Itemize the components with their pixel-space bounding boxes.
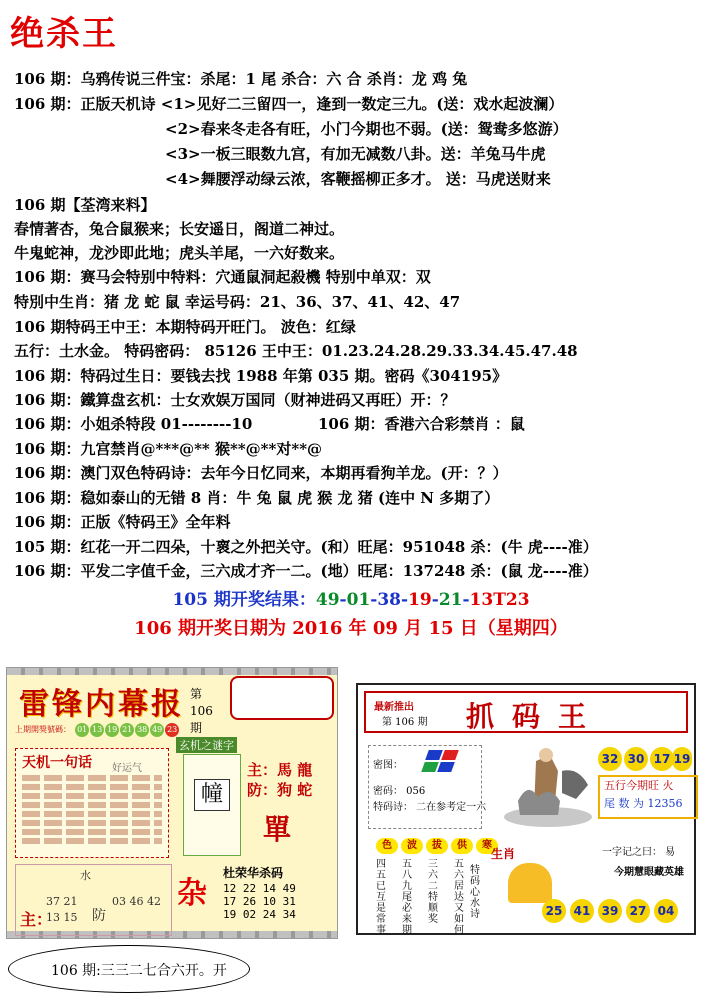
text-line: 106 期：香港六合彩禁肖 ：鼠 (318, 415, 525, 433)
issue-number: 106 (190, 704, 213, 718)
verse-col: 五六居达又如何 (454, 859, 464, 936)
ball-label: 上期開獎號碼： (15, 725, 71, 734)
poster-title: 抓码王 (466, 700, 605, 733)
ball: 39 (598, 899, 622, 923)
text-line: 106 期：正版天机诗 <1>见好二三留四一，逢到一数定三九。(送：戏水起波澜） (14, 95, 564, 113)
poster-zhuamawang (356, 683, 696, 935)
verse-col: 三六二特顺奖 (428, 859, 438, 925)
text-line: 106 期：正版《特码王》全年料 (14, 513, 231, 531)
result-number: 49 (315, 590, 340, 610)
value: 37 21 (46, 895, 78, 908)
ball: 21 (120, 723, 134, 737)
text-line: 106 期：小姐杀特段 01--------10 (14, 415, 253, 433)
result-special: T23 (493, 590, 530, 610)
text-line: 106 期：九宫禁肖@***@** 猴**@**对**@ (14, 440, 323, 458)
kill-title: 杜荣华杀码 (223, 866, 284, 880)
text-line: <4>舞腰浮动绿云浓，客鞭摇柳正多才。 送：马虎送财来 (165, 170, 551, 188)
text-line: 106 期：特码过生日：要钱去找 1988 年第 035 期。密码《304195》 (14, 367, 508, 385)
odd-label: 單 (263, 813, 292, 846)
riddle-title: 玄机之谜字 (176, 737, 237, 753)
ball: 32 (598, 747, 622, 771)
verse-col: 五八九尾必来期 (402, 859, 412, 936)
logo-icon (437, 762, 455, 772)
value: 13 15 (46, 911, 78, 924)
pill: 供 (451, 838, 473, 854)
zhu-line: 主：馬 龍 (247, 761, 313, 779)
ball: 23 (165, 723, 179, 737)
ball: 41 (570, 899, 594, 923)
ball: 49 (150, 723, 164, 737)
clue-box (368, 745, 487, 829)
issue: 第 106 期 (382, 717, 428, 728)
text-line: 106 期：稳如泰山的无错 8 肖：牛 兔 鼠 虎 猴 龙 猪 (连中 N 多期了） (14, 489, 500, 507)
heaven-box (15, 748, 169, 858)
insight-line: 今期慧眼藏英雄 (614, 867, 684, 878)
text-line: 特別中生肖：猪 龙 蛇 鼠 幸运号码：21、36、37、41、42、47 (14, 293, 461, 311)
footer-text: 106 期:三三二七合六开。开 (51, 963, 227, 979)
issue-label: 期 (190, 721, 203, 735)
ball: 04 (654, 899, 678, 923)
label: 防 (92, 908, 106, 924)
note-line: 尾 数 为 12356 (604, 797, 683, 810)
logo-icon (425, 750, 443, 760)
te-ma-shi: 特码诗： 二在参考定一六 (373, 802, 487, 813)
pill: 色 (376, 838, 398, 854)
result-prefix: 105 期开奖结果： (172, 590, 316, 610)
fan-decoration (508, 863, 552, 903)
text-line: 牛鬼蛇神，龙沙即此地；虎头羊尾，一六好数来。 (14, 244, 345, 262)
kill-numbers (223, 882, 296, 921)
ball: 38 (135, 723, 149, 737)
label: 主： (20, 910, 53, 929)
result-number: 38 (377, 590, 402, 610)
note-line: 五行今期旺 火 (604, 779, 674, 792)
draw-result: 105 期开奖结果：49-01-38-19-21-13T23 (172, 590, 530, 610)
speech-bubble (230, 676, 334, 720)
ball: 25 (542, 899, 566, 923)
pill: 波 (401, 838, 423, 854)
kill-row: 12 22 14 49 (223, 882, 296, 895)
result-number: 01 (346, 590, 371, 610)
riddle-box (179, 739, 241, 856)
divider (7, 668, 337, 675)
riddle-char: 幢 (194, 779, 230, 811)
text-line: 105 期：红花一开二四朵，十褱之外把关守。(和）旺尾：951048 杀：(牛 虎----准） (14, 538, 598, 556)
text-line: 五行：土水金。 特码密码： 85126 王中王：01.23.24.28.29.33.34.45.47.48 (14, 342, 578, 360)
logo-icon (441, 750, 459, 760)
pill: 拔 (426, 838, 448, 854)
text-line: 春情著杏，兔合鼠猴来；长安遥日，阁道二神过。 (14, 220, 345, 238)
ball-row (15, 723, 195, 737)
mid-verse: 特码心水诗 (470, 865, 480, 920)
box-subtitle: 好运气 (112, 763, 142, 774)
logo-icon (421, 762, 439, 772)
mi-tu-label: 密图： (373, 760, 403, 771)
mi-ma: 密码： 056 (373, 786, 426, 797)
ball: 30 (624, 747, 648, 771)
text-line: 106 期：平发二字值千金，三六成才齐一二。(地）旺尾：137248 杀：(鼠 龙----准） (14, 562, 598, 580)
text-line: <3>一板三眼数九宫，有加无减数八卦。送：羊兔马牛虎 (165, 145, 546, 163)
result-number: 19 (408, 590, 432, 610)
ball: 19 (105, 723, 119, 737)
label: 水 (80, 869, 91, 882)
ball: 19 (672, 747, 692, 771)
lower-box (15, 864, 172, 936)
poster-header (364, 691, 688, 733)
ball: 01 (75, 723, 89, 737)
text-line: 106 期：澳门双色特码诗：去年今日忆同来，本期再看狗羊龙。(开：？） (14, 464, 508, 482)
kill-row: 19 02 24 34 (223, 908, 296, 921)
text-line: <2>春来冬走各有旺，小门今期也不弱。(送：鸳鸯多悠游） (165, 120, 568, 138)
main-picks (247, 760, 312, 800)
kicker: 最新推出 (374, 702, 414, 713)
result-number: 21 (438, 590, 463, 610)
shengxiao-label: 生肖 (491, 847, 516, 861)
issue-label: 第 (190, 687, 203, 701)
ball: 27 (626, 899, 650, 923)
za-char: 杂 (177, 876, 207, 911)
poster-leifeng (6, 667, 338, 939)
text-line: 106 期特码王中王：本期特码开旺门。 波色：红绿 (14, 318, 356, 336)
page-title: 绝杀王 (10, 14, 118, 54)
note-box (598, 775, 698, 819)
text-line: 106 期：鐵算盘玄机：士女欢娱万国同（财神进码又再旺）开：？ (14, 391, 456, 409)
ball: 13 (90, 723, 104, 737)
footer-bubble (8, 945, 250, 993)
figure-illustration (498, 741, 598, 831)
draw-date: 106 期开奖日期为 2016 年 09 月 15 日（星期四） (134, 618, 568, 639)
box-title: 天机一句话 (22, 755, 92, 771)
pill-row (376, 833, 501, 854)
one-word: 一字记之曰： 易 (602, 847, 676, 858)
text-line: 106 期：乌鸦传说三件宝：杀尾：1 尾 杀合：六 合 杀肖：龙 鸡 兔 (14, 70, 468, 88)
text-line: 106 期【荃湾来料】 (14, 196, 156, 214)
text-line: 106 期：赛马会特别中特料：穴通鼠洞起殺機 特别中单双：双 (14, 268, 431, 286)
pill: 寒 (476, 838, 498, 854)
kill-row: 17 26 10 31 (223, 895, 296, 908)
poster-masthead: 雷锋内幕报 (19, 687, 184, 722)
verse-col: 四五已互是常事 (376, 859, 386, 936)
value: 03 46 42 (112, 895, 161, 908)
ball: 17 (650, 747, 674, 771)
result-number: 13 (469, 590, 494, 610)
fang-line: 防：狗 蛇 (247, 781, 313, 799)
